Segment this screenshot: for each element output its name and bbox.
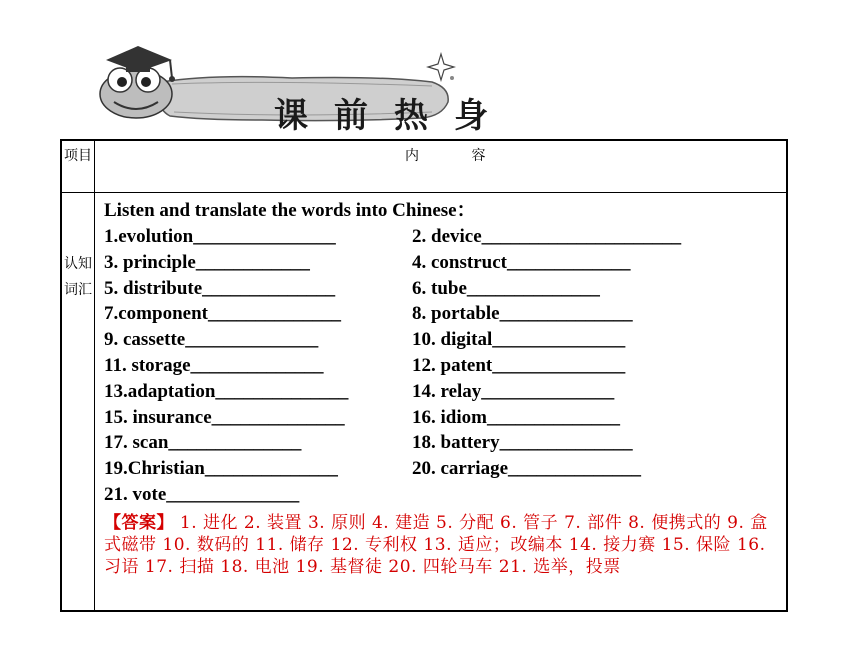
vocab-item: 18. battery______________ <box>412 432 633 454</box>
vocab-item: 21. vote______________ <box>104 483 300 505</box>
vocab-item: 19.Christian______________ <box>104 458 338 480</box>
vocab-row <box>104 276 778 302</box>
vocab-item: 4. construct_____________ <box>412 251 631 273</box>
column-divider <box>94 141 95 610</box>
vocab-row <box>104 456 778 482</box>
header-content-column: 内 容 <box>405 148 510 164</box>
vocab-row <box>104 327 778 353</box>
vocab-item: 3. principle____________ <box>104 251 310 273</box>
vocab-row <box>104 430 778 456</box>
vocab-item: 17. scan______________ <box>104 432 302 454</box>
vocab-item: 14. relay______________ <box>412 380 615 402</box>
vocab-row <box>104 224 778 250</box>
vocab-row <box>104 353 778 379</box>
vocab-item: 1.evolution_______________ <box>104 226 336 247</box>
vocab-item: 13.adaptation______________ <box>104 380 349 402</box>
vocab-list <box>104 224 778 508</box>
vocab-item: 2. device_____________________ <box>412 226 682 247</box>
vocab-row <box>104 250 778 276</box>
row-label: 认知词汇 <box>64 256 92 298</box>
banner-title: 课前热身 <box>274 96 514 136</box>
vocab-item: 12. patent______________ <box>412 354 626 376</box>
vocab-item: 8. portable______________ <box>412 303 633 325</box>
section-banner <box>92 38 514 136</box>
answer-text: 1. 进化 2. 装置 3. 原则 4. 建造 5. 分配 6. 管子 7. 部件 8. 便携式的 9. 盒式磁带 10. 数码的 11. 储存 12. 专利权 13. 适应；改编本 14. 接力赛 15. 保险 16. 习语 17. 扫描 18. 电池 19. 基督徒 20. 四轮马车 21. 选举，投票 <box>104 512 768 577</box>
vocab-item: 16. idiom______________ <box>412 406 620 428</box>
vocab-item: 15. insurance______________ <box>104 406 345 428</box>
sparkle-star-icon <box>426 52 456 82</box>
vocab-item: 11. storage______________ <box>104 354 324 376</box>
vocab-item: 20. carriage______________ <box>412 458 642 480</box>
vocab-row <box>104 405 778 431</box>
vocabulary-table <box>60 139 788 612</box>
vocab-row <box>104 379 778 405</box>
vocab-item: 9. cassette______________ <box>104 329 319 351</box>
vocab-item: 10. digital______________ <box>412 329 626 351</box>
graduate-frog-mascot-icon <box>92 38 182 124</box>
answer-block <box>104 512 774 578</box>
vocab-row <box>104 482 778 508</box>
vocab-row <box>104 301 778 327</box>
instruction-text: Listen and translate the words into Chinese： <box>104 200 476 221</box>
header-item-column: 项目 <box>64 148 92 164</box>
vocab-item: 7.component______________ <box>104 303 341 325</box>
table-content <box>104 198 778 578</box>
vocab-item: 5. distribute______________ <box>104 277 336 299</box>
header-divider <box>62 192 786 193</box>
answer-label: 【答案】 <box>104 512 174 533</box>
vocab-item: 6. tube______________ <box>412 277 600 299</box>
